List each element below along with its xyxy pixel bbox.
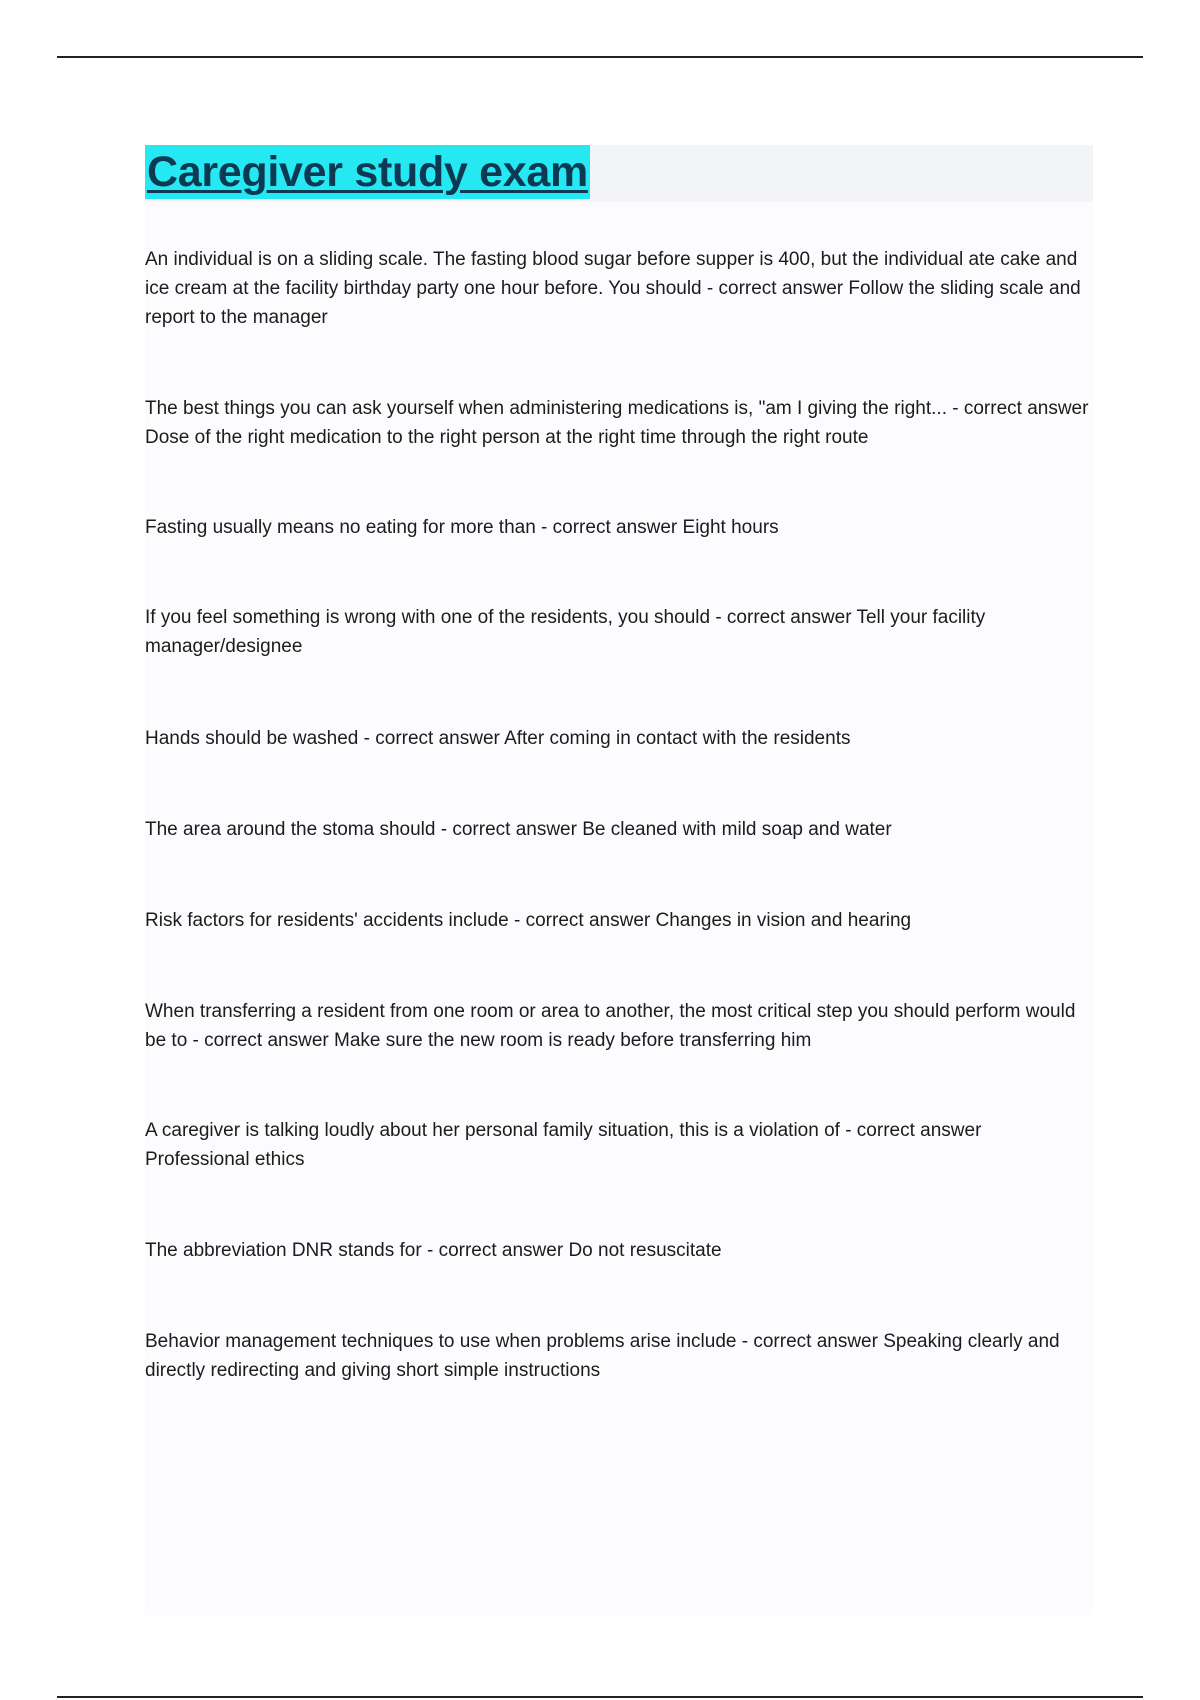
- document-title: Caregiver study exam: [145, 145, 590, 199]
- content-area: [145, 145, 1093, 1615]
- qa-item-2: The best things you can ask yourself when administering medications is, "am I giving the right... - correct answer Dose of the right medication to the right person at the right time through the right route: [145, 398, 1089, 448]
- title-bar: [145, 145, 1093, 202]
- qa-item-8: When transferring a resident from one room or area to another, the most critical step you should perform would be to - correct answer Make sure the new room is ready before transferring him: [145, 1001, 1076, 1051]
- top-rule: [57, 56, 1143, 58]
- qa-item-7: Risk factors for residents' accidents include - correct answer Changes in vision and hearing: [145, 910, 912, 931]
- qa-item-6: The area around the stoma should - correct answer Be cleaned with mild soap and water: [145, 819, 892, 840]
- qa-item-11: Behavior management techniques to use when problems arise include - correct answer Speaking clearly and directly redirecting and giving short simple instructions: [145, 1331, 1060, 1381]
- qa-item-9: A caregiver is talking loudly about her personal family situation, this is a violation of - correct answer Professional ethics: [145, 1120, 982, 1170]
- qa-item-1: An individual is on a sliding scale. The fasting blood sugar before supper is 400, but the individual ate cake and ice cream at the facility birthday party one hour before. You should - correct answer Follow the sliding scale and report to the manager: [145, 249, 1081, 328]
- qa-item-4: If you feel something is wrong with one of the residents, you should - correct answer Tell your facility manager/designee: [145, 607, 986, 657]
- qa-item-5: Hands should be washed - correct answer After coming in contact with the residents: [145, 728, 851, 749]
- bottom-rule: [57, 1696, 1143, 1698]
- qa-item-3: Fasting usually means no eating for more than - correct answer Eight hours: [145, 517, 779, 538]
- qa-item-10: The abbreviation DNR stands for - correct answer Do not resuscitate: [145, 1240, 722, 1261]
